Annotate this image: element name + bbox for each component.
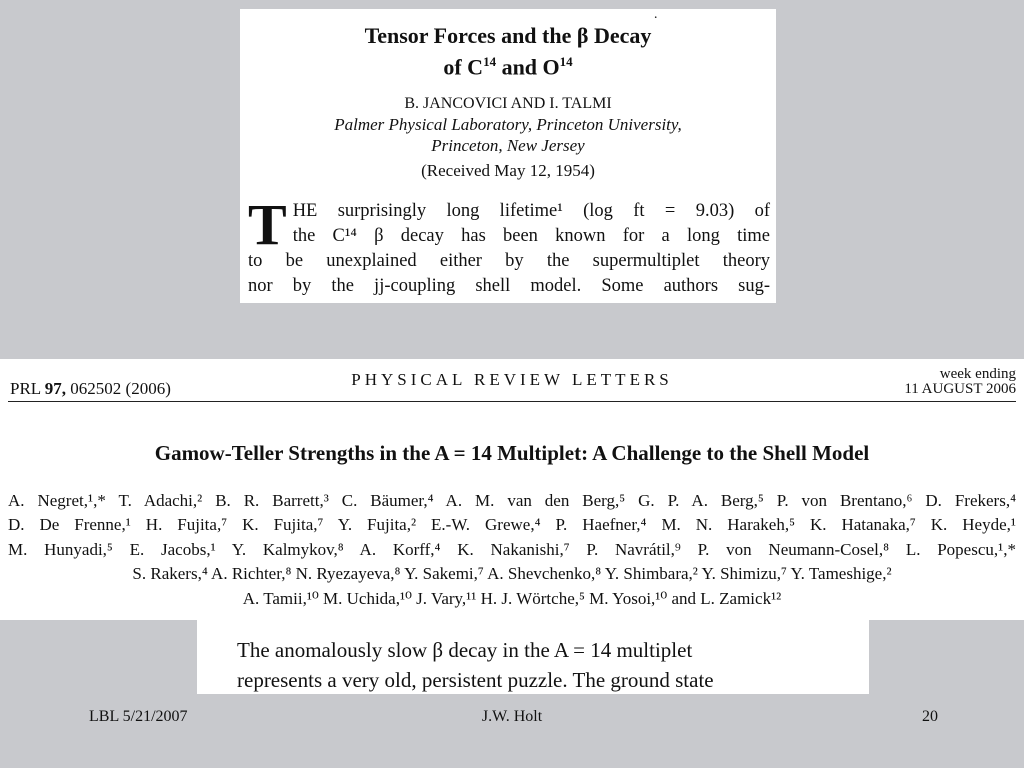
week-ending-label: week ending xyxy=(939,366,1016,382)
author-line: M. Hunyadi,⁵ E. Jacobs,¹ Y. Kalmykov,⁸ A. Korff,⁴ K. Nakanishi,⁷ P. Navrátil,⁹ P. von Neumann-Cosel,⁸ L. Popescu,¹,* xyxy=(8,539,1016,559)
footer-page-number: 20 xyxy=(922,708,938,725)
journal-name: PHYSICAL REVIEW LETTERS xyxy=(351,370,673,389)
prl-title: Gamow-Teller Strengths in the A = 14 Multiplet: A Challenge to the Shell Model xyxy=(154,441,870,465)
author-line: S. Rakers,⁴ A. Richter,⁸ N. Ryezayeva,⁸ Y. Sakemi,⁷ A. Shevchenko,⁸ Y. Shimbara,² Y. Shimizu,⁷ Y. Tameshige,² xyxy=(132,564,892,584)
author-line: D. De Frenne,¹ H. Fujita,⁷ K. Fujita,⁷ Y. Fujita,² E.-W. Grewe,⁴ P. Haefner,⁴ M. N. Harakeh,⁵ K. Hatanaka,⁷ K. Heyde,¹ xyxy=(8,515,1016,535)
prl-author-list xyxy=(8,489,1016,611)
paper-body-text xyxy=(248,192,770,299)
paper-title-line2: of $C^{14}$ and $O^{14}$ xyxy=(443,54,573,80)
author-line: A. Negret,¹,* T. Adachi,² B. R. Barrett,³ C. Bäumer,⁴ A. M. van den Berg,⁵ G. P. A. Berg,⁵ P. von Brentano,⁶ D. Frekers,⁴ xyxy=(8,491,1016,510)
footer-date: LBL 5/21/2007 xyxy=(89,708,188,725)
prl-clipping-2006 xyxy=(0,359,1024,620)
drop-cap: T xyxy=(248,192,287,257)
paper-title-line1: Tensor Forces and the β Decay xyxy=(364,23,652,48)
abstract-line: represents a very old, persistent puzzle. The ground state xyxy=(237,668,714,692)
body-line: to be unexplained either by the supermultiplet theory xyxy=(248,251,770,271)
header-rule xyxy=(8,401,1016,402)
prl-citation: PRL 97, 062502 (2006) xyxy=(10,379,171,398)
paper-clipping-1954 xyxy=(240,9,776,303)
body-line: HE surprisingly long lifetime¹ (log ft = 9.03) of xyxy=(292,201,770,221)
body-line: the C¹⁴ β decay has been known for a long time xyxy=(292,226,770,246)
footer-author: J.W. Holt xyxy=(481,708,543,725)
week-ending xyxy=(904,367,1016,397)
paper-authors: B. JANCOVICI AND I. TALMI xyxy=(404,95,612,113)
abstract-line: The anomalously slow β decay in the A = 14 multiplet xyxy=(237,638,693,662)
abstract-snippet xyxy=(197,620,869,694)
author-line: A. Tamii,¹⁰ M. Uchida,¹⁰ J. Vary,¹¹ H. J. Wörtche,⁵ M. Yosoi,¹⁰ and L. Zamick¹² xyxy=(242,588,782,608)
week-ending-date: 11 AUGUST 2006 xyxy=(904,381,1016,397)
body-line: nor by the jj-coupling shell model. Some authors sug- xyxy=(248,276,770,296)
paper-affiliation-line1: Palmer Physical Laboratory, Princeton University, xyxy=(334,115,682,135)
paper-affiliation-line2: Princeton, New Jersey xyxy=(431,136,585,156)
paper-received-date: (Received May 12, 1954) xyxy=(421,161,595,181)
corner-mark: · xyxy=(653,11,658,26)
